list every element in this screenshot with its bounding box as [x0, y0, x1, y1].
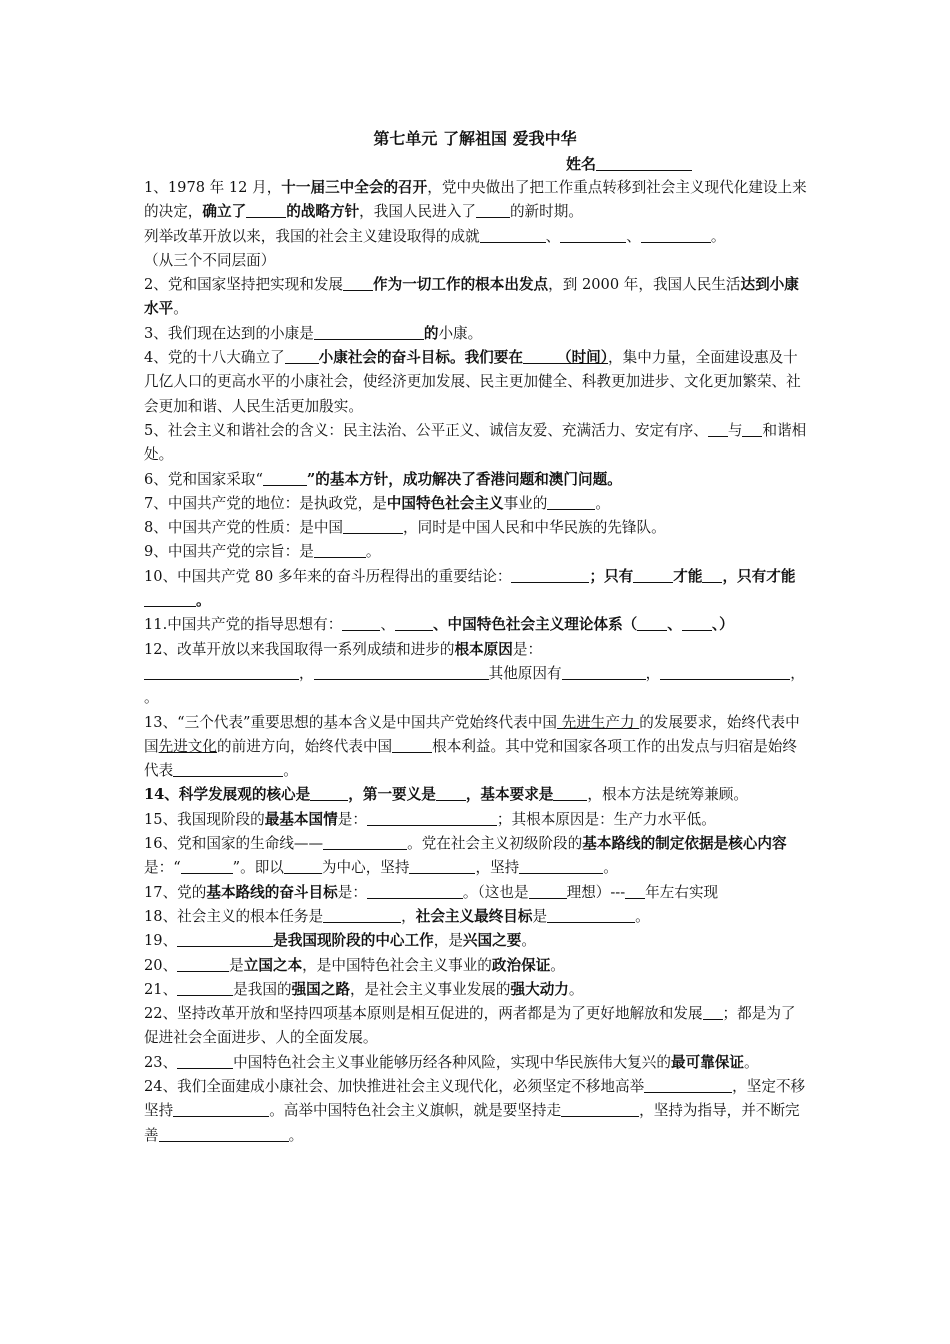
answer-blank[interactable]: [703, 1004, 723, 1020]
answer-blank[interactable]: [633, 567, 673, 583]
answer-blank[interactable]: [625, 883, 645, 899]
answer-blank[interactable]: [263, 470, 307, 486]
question-12: 12、改革开放以来我国取得一系列成绩和进步的根本原因是： ， 其他原因有 ， ， 。: [144, 640, 805, 707]
question-5: 5、社会主义和谐社会的含义：民主法治、公平正义、诚信友爱、充满活力、安定有序、 与 和谐相处。: [144, 421, 807, 464]
answer-blank[interactable]: [314, 542, 366, 558]
answer-blank[interactable]: [562, 664, 646, 680]
answer-blank[interactable]: [702, 567, 722, 583]
answer-blank[interactable]: [547, 494, 595, 510]
answer-blank[interactable]: [367, 883, 463, 899]
question-3: 3、我们现在达到的小康是 的小康。: [144, 324, 483, 342]
question-22: 22、坚持改革开放和坚持四项基本原则是相互促进的，两者都是为了更好地解放和发展 ；都是为了促进社会全面进步、人的全面发展。: [144, 1005, 796, 1047]
answer-blank[interactable]: [637, 615, 667, 631]
answer-blank[interactable]: [395, 615, 433, 631]
question-10: 10、中国共产党 80 多年来的奋斗历程得出的重要结论： ；只有 才能 ，只有才能。: [144, 567, 796, 610]
answer-blank[interactable]: [173, 761, 283, 777]
question-list: [144, 176, 808, 1148]
answer-blank[interactable]: [409, 858, 475, 874]
answer-blank[interactable]: [343, 518, 403, 534]
answer-blank[interactable]: [314, 324, 424, 340]
question-2: 2、党和国家坚持把实现和发展 作为一切工作的根本出发点，到 2000 年，我国人民生活达到小康水平。: [144, 276, 799, 318]
question-1-list: 列举改革开放以来，我国的社会主义建设取得的成就 、 、 。 （从三个不同层面）: [144, 227, 726, 269]
answer-blank[interactable]: [547, 907, 635, 923]
question-24: 24、我们全面建成小康社会、加快推进社会主义现代化，必须坚定不移地高举 ，坚定不移坚持 。高举中国特色社会主义旗帜，就是要坚持走 ，坚持为指导，并不断完善 。: [144, 1077, 806, 1144]
page-title: 第七单元 了解祖国 爱我中华: [373, 129, 577, 148]
question-18: 18、社会主义的根本任务是 ，社会主义最终目标是 。: [144, 907, 650, 925]
answer-blank[interactable]: [181, 858, 233, 874]
answer-blank[interactable]: [476, 202, 510, 218]
question-23: 23、 中国特色社会主义事业能够历经各种风险，实现中华民族伟大复兴的最可靠保证。: [144, 1053, 759, 1071]
question-16: 16、党和国家的生命线—— 。党在社会主义初级阶段的基本路线的制定依据是核心内容是：“ ”。即以 为中心，坚持 ，坚持 。: [144, 835, 787, 877]
name-field: [566, 153, 692, 174]
answer-blank[interactable]: [529, 883, 567, 899]
question-15: 15、我国现阶段的最基本国情是： ；其根本原因是：生产力水平低。: [144, 810, 716, 828]
answer-blank[interactable]: [343, 275, 373, 291]
answer-blank[interactable]: [560, 227, 626, 243]
answer-blank[interactable]: [660, 664, 790, 680]
question-7: 7、中国共产党的地位：是执政党，是中国特色社会主义事业的 。: [144, 494, 610, 512]
answer-blank[interactable]: [367, 810, 497, 826]
answer-blank[interactable]: [323, 907, 401, 923]
answer-blank[interactable]: [314, 664, 489, 680]
question-14: 14、科学发展观的核心是 ，第一要义是 ，基本要求是 ，根本方法是统筹兼顾。: [144, 786, 748, 804]
answer-blank[interactable]: [561, 1101, 639, 1117]
question-21: 21、 是我国的强国之路，是社会主义事业发展的强大动力。: [144, 980, 584, 998]
answer-blank[interactable]: [392, 737, 432, 753]
answer-blank[interactable]: [246, 202, 286, 218]
answer-blank[interactable]: [641, 227, 711, 243]
answer-blank[interactable]: [708, 421, 728, 437]
question-4: 4、党的十八大确立了 小康社会的奋斗目标。我们要在 （时间），集中力量，全面建设惠及十几亿人口的更高水平的小康社会，使经济更加发展、民主更加健全、科教更加进步、文化更加繁荣、社会更加和谐、人民生活更加殷实。: [144, 349, 801, 415]
question-17: 17、党的基本路线的奋斗目标是： 。（这也是 理想）--- 年左右实现: [144, 883, 719, 901]
question-19: 19、 是我国现阶段的中心工作，是兴国之要。: [144, 932, 536, 950]
question-9: 9、中国共产党的宗旨：是 。: [144, 543, 381, 561]
question-8: 8、中国共产党的性质：是中国 ，同时是中国人民和中华民族的先锋队。: [144, 519, 666, 537]
answer-blank[interactable]: [177, 1053, 233, 1069]
answer-blank[interactable]: [177, 980, 233, 996]
answer-blank[interactable]: [323, 834, 407, 850]
answer-blank[interactable]: [284, 858, 322, 874]
answer-blank[interactable]: [436, 785, 466, 801]
name-label: 姓名: [566, 155, 597, 173]
answer-blank[interactable]: [742, 421, 762, 437]
answer-blank[interactable]: [682, 615, 712, 631]
answer-blank[interactable]: [523, 348, 557, 364]
answer-blank[interactable]: [553, 785, 587, 801]
answer-blank[interactable]: [310, 785, 348, 801]
answer-blank[interactable]: [159, 1126, 289, 1142]
question-1: 1、1978 年 12 月，十一届三中全会的召开，党中央做出了把工作重点转移到社会主义现代化建设上来的决定，确立了 的战略方针，我国人民进入了 的新时期。: [144, 179, 807, 221]
question-11: 11.中国共产党的指导思想有： 、 、中国特色社会主义理论体系（ 、 、）: [144, 616, 734, 634]
answer-blank[interactable]: [519, 858, 603, 874]
answer-blank[interactable]: [144, 591, 196, 607]
answer-blank[interactable]: [511, 567, 589, 583]
answer-blank[interactable]: [480, 227, 546, 243]
name-blank[interactable]: [596, 155, 692, 171]
answer-blank[interactable]: [342, 615, 380, 631]
answer-blank[interactable]: [177, 956, 229, 972]
answer-blank[interactable]: [177, 931, 273, 947]
answer-blank[interactable]: [644, 1077, 732, 1093]
answer-blank[interactable]: [144, 664, 299, 680]
answer-blank[interactable]: [173, 1101, 269, 1117]
question-20: 20、 是立国之本，是中国特色社会主义事业的政治保证。: [144, 956, 565, 974]
question-6: 6、党和国家采取“ ”的基本方针，成功解决了香港问题和澳门问题。: [144, 470, 622, 488]
answer-blank[interactable]: [285, 348, 319, 364]
question-13: 13、“三个代表”重要思想的基本含义是中国共产党始终代表中国 先进生产力 的发展要求，始终代表中国先进文化的前进方向，始终代表中国 根本利益。其中党和国家各项工作的出发点与归宿是始终代表 。: [144, 713, 800, 780]
